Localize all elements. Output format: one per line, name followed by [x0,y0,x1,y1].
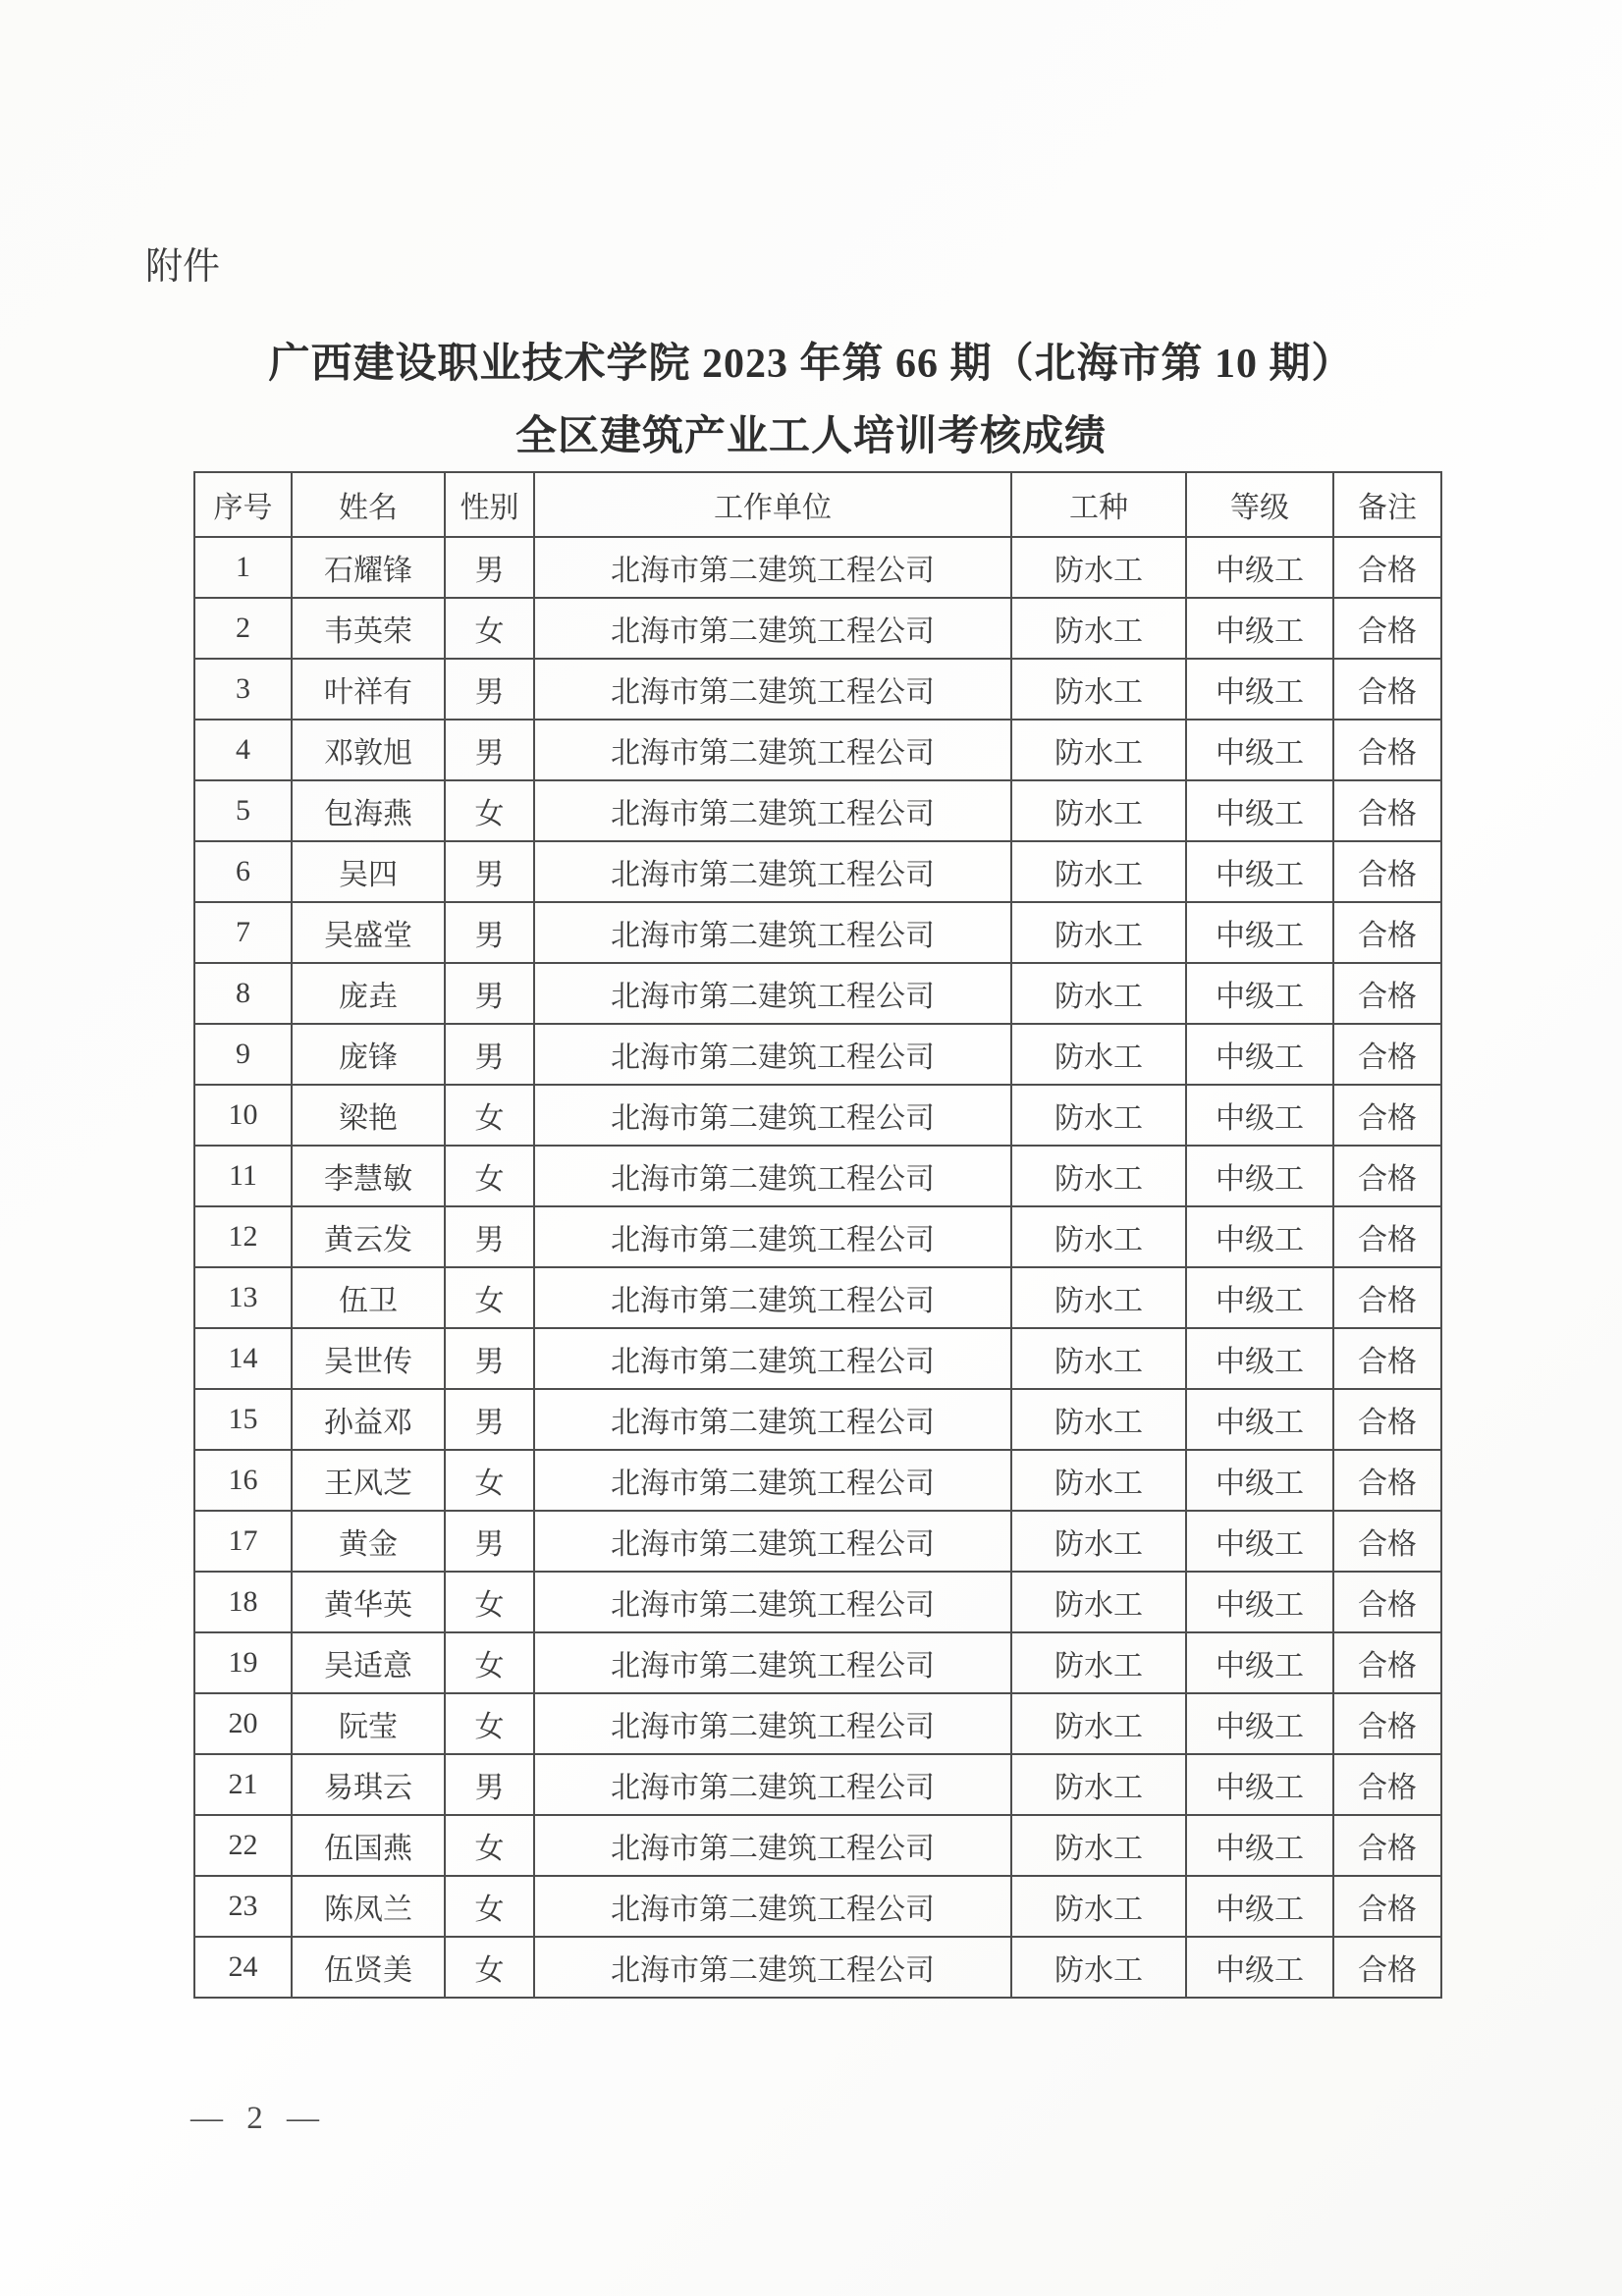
table-cell: 10 [194,1085,292,1146]
table-cell: 北海市第二建筑工程公司 [534,720,1011,780]
table-cell: 防水工 [1011,1815,1186,1876]
header-cell: 姓名 [292,472,445,537]
table-row [194,1024,1441,1085]
table-cell: 20 [194,1693,292,1754]
table-row [194,1389,1441,1450]
table-cell: 男 [445,1206,534,1267]
table-cell: 合格 [1333,1206,1441,1267]
table-cell: 5 [194,780,292,841]
table-cell: 13 [194,1267,292,1328]
table-cell: 中级工 [1186,1206,1333,1267]
table-cell: 伍贤美 [292,1937,445,1998]
table-cell: 合格 [1333,1937,1441,1998]
table-cell: 防水工 [1011,1693,1186,1754]
table-cell: 北海市第二建筑工程公司 [534,1815,1011,1876]
table-cell: 防水工 [1011,1754,1186,1815]
table-cell: 合格 [1333,1267,1441,1328]
table-cell: 黄华英 [292,1572,445,1632]
table-cell: 16 [194,1450,292,1511]
table-cell: 中级工 [1186,1389,1333,1450]
table-cell: 男 [445,720,534,780]
table-cell: 合格 [1333,1450,1441,1511]
table-cell: 6 [194,841,292,902]
table-cell: 女 [445,1693,534,1754]
table-cell: 男 [445,1328,534,1389]
table-cell: 防水工 [1011,1450,1186,1511]
table-cell: 北海市第二建筑工程公司 [534,598,1011,659]
table-cell: 北海市第二建筑工程公司 [534,1511,1011,1572]
table-row [194,1572,1441,1632]
table-row [194,1267,1441,1328]
table-cell: 防水工 [1011,1085,1186,1146]
table-cell: 防水工 [1011,659,1186,720]
table-cell: 邓敦旭 [292,720,445,780]
table-cell: 合格 [1333,1085,1441,1146]
table-row [194,1450,1441,1511]
table-cell: 北海市第二建筑工程公司 [534,1450,1011,1511]
table-cell: 陈凤兰 [292,1876,445,1937]
table-row [194,1693,1441,1754]
table-cell: 防水工 [1011,902,1186,963]
table-row [194,1876,1441,1937]
table-cell: 14 [194,1328,292,1389]
table-cell: 女 [445,1267,534,1328]
table-cell: 防水工 [1011,1632,1186,1693]
table-cell: 北海市第二建筑工程公司 [534,841,1011,902]
table-cell: 3 [194,659,292,720]
table-cell: 北海市第二建筑工程公司 [534,1328,1011,1389]
table-cell: 王风芝 [292,1450,445,1511]
table-cell: 防水工 [1011,720,1186,780]
table-cell: 北海市第二建筑工程公司 [534,1206,1011,1267]
table-row [194,1632,1441,1693]
table-cell: 北海市第二建筑工程公司 [534,659,1011,720]
table-cell: 防水工 [1011,1146,1186,1206]
table-cell: 中级工 [1186,1876,1333,1937]
table-cell: 女 [445,1085,534,1146]
table-cell: 防水工 [1011,1024,1186,1085]
table-cell: 梁艳 [292,1085,445,1146]
table-cell: 7 [194,902,292,963]
table-cell: 中级工 [1186,963,1333,1024]
table-cell: 北海市第二建筑工程公司 [534,1937,1011,1998]
table-cell: 合格 [1333,1815,1441,1876]
table-cell: 19 [194,1632,292,1693]
table-cell: 北海市第二建筑工程公司 [534,963,1011,1024]
table-cell: 合格 [1333,1328,1441,1389]
table-row [194,1085,1441,1146]
table-cell: 合格 [1333,1876,1441,1937]
table-cell: 合格 [1333,1146,1441,1206]
table-cell: 女 [445,1632,534,1693]
table-row [194,1206,1441,1267]
table-cell: 合格 [1333,1632,1441,1693]
table-cell: 防水工 [1011,1876,1186,1937]
table-row [194,963,1441,1024]
table-cell: 防水工 [1011,1511,1186,1572]
table-cell: 北海市第二建筑工程公司 [534,1146,1011,1206]
results-table [193,471,1442,1999]
table-cell: 合格 [1333,780,1441,841]
table-cell: 防水工 [1011,1328,1186,1389]
table-cell: 中级工 [1186,537,1333,598]
table-cell: 女 [445,1146,534,1206]
table-cell: 中级工 [1186,720,1333,780]
table-cell: 女 [445,1876,534,1937]
table-cell: 北海市第二建筑工程公司 [534,1267,1011,1328]
document-title-line2: 全区建筑产业工人培训考核成绩 [514,414,1107,459]
table-cell: 21 [194,1754,292,1815]
table-row [194,598,1441,659]
table-cell: 包海燕 [292,780,445,841]
table-row [194,537,1441,598]
table-cell: 15 [194,1389,292,1450]
table-cell: 北海市第二建筑工程公司 [534,1389,1011,1450]
table-row [194,1754,1441,1815]
header-cell: 工种 [1011,472,1186,537]
table-cell: 庞锋 [292,1024,445,1085]
table-cell: 北海市第二建筑工程公司 [534,902,1011,963]
table-cell: 2 [194,598,292,659]
table-cell: 23 [194,1876,292,1937]
header-cell: 性别 [445,472,534,537]
table-cell: 中级工 [1186,659,1333,720]
table-cell: 北海市第二建筑工程公司 [534,1876,1011,1937]
table-cell: 11 [194,1146,292,1206]
attachment-label: 附件 [145,246,221,288]
table-cell: 吴世传 [292,1328,445,1389]
table-cell: 防水工 [1011,1572,1186,1632]
table-row [194,1146,1441,1206]
table-cell: 合格 [1333,598,1441,659]
table-row [194,1937,1441,1998]
table-cell: 北海市第二建筑工程公司 [534,780,1011,841]
table-cell: 中级工 [1186,1450,1333,1511]
table-cell: 防水工 [1011,963,1186,1024]
table-cell: 北海市第二建筑工程公司 [534,537,1011,598]
table-cell: 男 [445,902,534,963]
table-cell: 中级工 [1186,1146,1333,1206]
header-cell: 等级 [1186,472,1333,537]
table-cell: 合格 [1333,963,1441,1024]
table-cell: 叶祥有 [292,659,445,720]
table-cell: 24 [194,1937,292,1998]
table-cell: 中级工 [1186,1815,1333,1876]
table-cell: 防水工 [1011,1937,1186,1998]
table-cell: 男 [445,659,534,720]
table-cell: 防水工 [1011,1389,1186,1450]
document-title-line1: 广西建设职业技术学院 2023 年第 66 期（北海市第 10 期） [268,342,1354,387]
results-table-body [194,537,1441,1998]
table-cell: 吴盛堂 [292,902,445,963]
table-cell: 女 [445,780,534,841]
results-table-head [194,472,1441,537]
table-row [194,1328,1441,1389]
table-cell: 阮莹 [292,1693,445,1754]
table-row [194,780,1441,841]
table-cell: 中级工 [1186,1328,1333,1389]
table-row [194,902,1441,963]
table-cell: 合格 [1333,1024,1441,1085]
table-cell: 中级工 [1186,1937,1333,1998]
table-cell: 男 [445,1389,534,1450]
table-cell: 中级工 [1186,1511,1333,1572]
table-row [194,841,1441,902]
table-cell: 中级工 [1186,902,1333,963]
table-cell: 孙益邓 [292,1389,445,1450]
table-cell: 黄云发 [292,1206,445,1267]
table-cell: 易琪云 [292,1754,445,1815]
table-cell: 4 [194,720,292,780]
table-cell: 合格 [1333,659,1441,720]
table-cell: 黄金 [292,1511,445,1572]
table-cell: 中级工 [1186,1693,1333,1754]
table-cell: 防水工 [1011,841,1186,902]
header-cell: 序号 [194,472,292,537]
table-cell: 防水工 [1011,780,1186,841]
table-cell: 吴适意 [292,1632,445,1693]
table-cell: 石耀锋 [292,537,445,598]
table-cell: 防水工 [1011,598,1186,659]
table-cell: 8 [194,963,292,1024]
table-cell: 防水工 [1011,1267,1186,1328]
table-cell: 中级工 [1186,780,1333,841]
table-cell: 韦英荣 [292,598,445,659]
table-cell: 1 [194,537,292,598]
table-cell: 22 [194,1815,292,1876]
table-cell: 北海市第二建筑工程公司 [534,1693,1011,1754]
table-cell: 男 [445,963,534,1024]
table-cell: 17 [194,1511,292,1572]
table-cell: 吴四 [292,841,445,902]
header-cell: 工作单位 [534,472,1011,537]
table-cell: 男 [445,1754,534,1815]
table-cell: 合格 [1333,1572,1441,1632]
page-number: — 2 — [190,2101,327,2136]
table-cell: 中级工 [1186,1024,1333,1085]
table-cell: 中级工 [1186,598,1333,659]
table-cell: 北海市第二建筑工程公司 [534,1024,1011,1085]
table-cell: 中级工 [1186,1754,1333,1815]
table-cell: 合格 [1333,841,1441,902]
table-cell: 防水工 [1011,1206,1186,1267]
table-cell: 合格 [1333,1389,1441,1450]
table-cell: 合格 [1333,1754,1441,1815]
table-cell: 合格 [1333,1693,1441,1754]
table-cell: 伍国燕 [292,1815,445,1876]
table-cell: 12 [194,1206,292,1267]
table-cell: 9 [194,1024,292,1085]
table-cell: 男 [445,841,534,902]
table-cell: 庞垚 [292,963,445,1024]
table-cell: 北海市第二建筑工程公司 [534,1085,1011,1146]
table-cell: 男 [445,537,534,598]
table-cell: 女 [445,1937,534,1998]
table-cell: 李慧敏 [292,1146,445,1206]
document-title [0,328,1622,473]
table-row [194,720,1441,780]
table-row [194,1815,1441,1876]
table-cell: 女 [445,1572,534,1632]
table-cell: 合格 [1333,1511,1441,1572]
table-cell: 北海市第二建筑工程公司 [534,1754,1011,1815]
table-cell: 女 [445,598,534,659]
table-cell: 防水工 [1011,537,1186,598]
table-cell: 男 [445,1024,534,1085]
table-cell: 女 [445,1450,534,1511]
table-cell: 合格 [1333,902,1441,963]
header-cell: 备注 [1333,472,1441,537]
table-row [194,1511,1441,1572]
table-cell: 北海市第二建筑工程公司 [534,1572,1011,1632]
table-cell: 18 [194,1572,292,1632]
table-cell: 中级工 [1186,1572,1333,1632]
table-cell: 伍卫 [292,1267,445,1328]
table-cell: 中级工 [1186,1267,1333,1328]
table-cell: 中级工 [1186,841,1333,902]
table-cell: 合格 [1333,537,1441,598]
table-cell: 中级工 [1186,1085,1333,1146]
table-header-row [194,472,1441,537]
table-cell: 女 [445,1815,534,1876]
table-cell: 男 [445,1511,534,1572]
table-cell: 中级工 [1186,1632,1333,1693]
table-cell: 合格 [1333,720,1441,780]
table-cell: 北海市第二建筑工程公司 [534,1632,1011,1693]
table-row [194,659,1441,720]
